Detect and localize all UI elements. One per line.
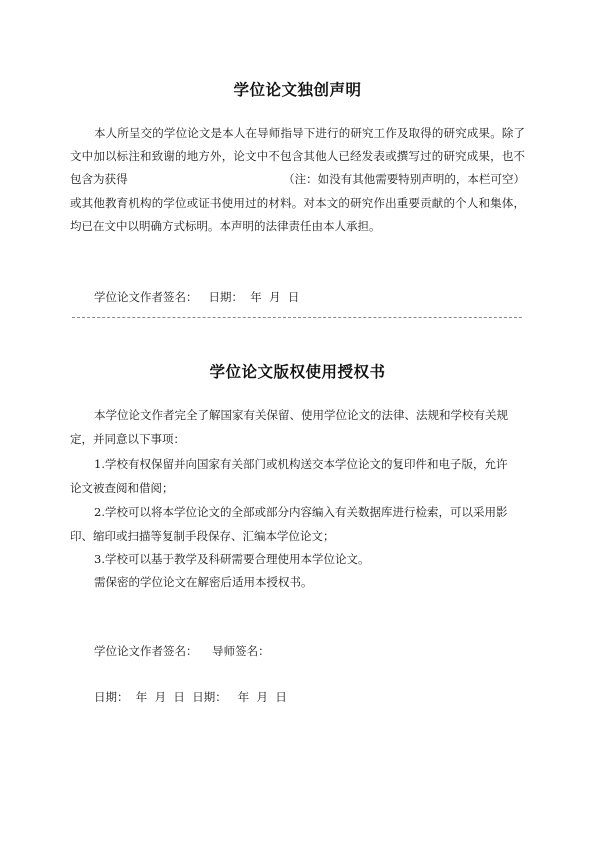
authorization-date-line: 日期： 年 月 日 日期： 年 月 日 (94, 690, 287, 704)
authorization-confidential-note: 需保密的学位论文在解密后适用本授权书。 (94, 575, 313, 589)
authorization-line: 定，并同意以下事项： (70, 432, 185, 446)
authorization-item-3: 3.学校可以基于教学及科研需要合理使用本学位论文。 (94, 552, 370, 566)
authorization-line: 本学位论文作者完全了解国家有关保留、使用学位论文的法律、法规和学校有关规 (94, 408, 508, 422)
declaration-body: 本人所呈交的学位论文是本人在导师指导下进行的研究工作及取得的研究成果。除了文中加以标注和致谢的地方外，论文中不包含其他人已经发表或撰写过的研究成果，也不包含为获得 （注：如没有其他需要特别声明的，本栏可空）或其他教育机构的学位或证书使用过的材料。对本文的研究作出重要贡献的个人和集体，均已在文中以明确方式标明。本声明的法律责任由本人承担。 (70, 126, 525, 233)
declaration-signature-line: 学位论文作者签名： 日期： 年 月 日 (94, 290, 300, 304)
declaration-title: 学位论文独创声明 (233, 81, 362, 99)
authorization-item-1: 1.学校有权保留并向国家有关部门或机构送交本学位论文的复印件和电子版，允许 (94, 457, 508, 471)
authorization-line: 印、缩印或扫描等复制手段保存、汇编本学位论文； (70, 529, 335, 543)
authorization-line: 论文被查阅和借阅； (70, 481, 174, 495)
section-divider (72, 317, 522, 318)
authorization-title: 学位论文版权使用授权书 (209, 363, 386, 381)
authorization-item-2: 2.学校可以将本学位论文的全部或部分内容编入有关数据库进行检索，可以采用影 (94, 505, 508, 519)
authorization-signature-line: 学位论文作者签名： 导师签名： (94, 644, 270, 658)
